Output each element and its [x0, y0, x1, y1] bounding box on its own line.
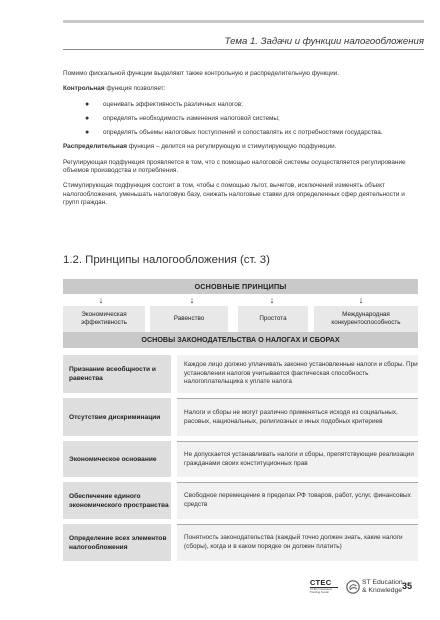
- table-row: [63, 355, 418, 393]
- arrow-down-icon: ↓: [189, 295, 195, 305]
- intro-paragraph-3-rest: функция – делится на регулирующую и стимулирующую подфункции.: [127, 143, 337, 151]
- header-title: Тема 1. Задачи и функции налогообложения: [224, 36, 424, 47]
- intro-paragraph-2-rest: функция позволяет:: [104, 85, 166, 93]
- table-row: [63, 398, 418, 436]
- row-label: Отсутствие дискриминации: [63, 398, 171, 436]
- principle-label: Экономическая эффективность: [81, 311, 127, 326]
- st-brand-line-1: ST Education: [362, 579, 403, 586]
- row-label: Определение всех элементов налогообложения: [63, 524, 171, 561]
- row-text: Каждое лицо должно уплачивать законно установленные налоги и сборы. При установлении налогов учитывается фактическая способность налогоплательщика к уплате налога: [177, 355, 418, 393]
- ctec-logo-subtitle: CTEC Investment Training Center: [310, 587, 333, 594]
- principle-box: [150, 306, 228, 332]
- header-top-band: [63, 20, 424, 23]
- principle-label: Международная конкурентоспособность: [331, 311, 401, 326]
- list-item: [63, 115, 418, 123]
- bullet-icon: ●: [85, 129, 90, 137]
- arrow-down-icon: ↓: [269, 295, 275, 305]
- list-item-text: определять объемы налоговых поступлений и сопоставлять их с потребностями государства.: [103, 129, 383, 137]
- page-number: 35: [402, 581, 413, 591]
- row-text: Не допускается устанавливать налоги и сборы, препятствующие реализации гражданами своих конституционных прав: [177, 441, 418, 477]
- intro-paragraph-4: Регулирующая подфункция проявляется в том, что с помощью налоговой системы осуществляется регулирование объемов производства и потребления.: [63, 158, 406, 175]
- legislation-header: ОСНОВЫ ЗАКОНОДАТЕЛЬСТВА О НАЛОГАХ И СБОРАХ: [63, 332, 418, 348]
- term-control: Контрольная: [63, 85, 105, 93]
- table-row: [63, 441, 418, 477]
- intro-paragraph-3: [63, 143, 418, 151]
- list-item-text: определять необходимость изменения налоговой системы;: [103, 114, 280, 122]
- list-item: [63, 129, 418, 137]
- section-title: 1.2. Принципы налогообложения (ст. 3): [63, 254, 270, 266]
- row-label: Экономическое основание: [63, 441, 171, 477]
- row-label: Обеспечение единого экономического пространства: [63, 482, 171, 519]
- arrow-down-icon: ↓: [358, 295, 364, 305]
- table-row: [63, 524, 418, 561]
- intro-paragraph-2: [63, 85, 418, 93]
- principle-box: [314, 306, 418, 332]
- bullet-icon: ●: [85, 100, 90, 108]
- st-brand: [362, 579, 403, 595]
- st-logo-icon: [346, 580, 360, 594]
- row-text: Свободное перемещение в пределах РФ товаров, работ, услуг, финансовых средств: [177, 482, 418, 519]
- st-brand-line-2: & Knowledge: [362, 587, 403, 594]
- page-header: [63, 0, 424, 47]
- bullet-icon: ●: [85, 114, 90, 122]
- intro-paragraph-5: Стимулирующая подфункция состоит в том, чтобы с помощью льгот, вычетов, исключений изменять объект налогообложения, уменьшать налоговую базу, снижать налоговые ставки для определенных сфер деятельности и групп граждан.: [63, 182, 405, 206]
- principle-box: [63, 306, 145, 332]
- list-item: [63, 101, 418, 109]
- intro-paragraph-1: Помимо фискальной функции выделяют также контрольную и распределительную функции.: [63, 70, 340, 77]
- row-label: Признание всеобщности и равенства: [63, 355, 171, 393]
- principle-label: Простота: [259, 315, 287, 322]
- row-text: Налоги и сборы не могут различно применяться исходя из социальных, расовых, национальных, религиозных и иных подобных критериев: [177, 398, 418, 436]
- table-row: [63, 482, 418, 519]
- list-item-text: оценивать эффективность различных налогов;: [103, 100, 243, 108]
- principle-box: [238, 306, 308, 332]
- ctec-logo-text: СТЕС: [310, 578, 338, 588]
- principle-label: Равенство: [173, 315, 205, 322]
- ctec-logo: [310, 578, 338, 594]
- control-function-list: [63, 101, 418, 138]
- principles-header: ОСНОВНЫЕ ПРИНЦИПЫ: [63, 279, 418, 294]
- header-rule: [63, 49, 424, 50]
- arrow-down-icon: ↓: [98, 295, 104, 305]
- row-text: Понятность законодательства (каждый точно должен знать, какие налоги (сборы), когда и в каком порядке он должен платить): [177, 524, 418, 561]
- term-distributive: Распределительная: [63, 143, 128, 151]
- intro-text: [63, 70, 418, 214]
